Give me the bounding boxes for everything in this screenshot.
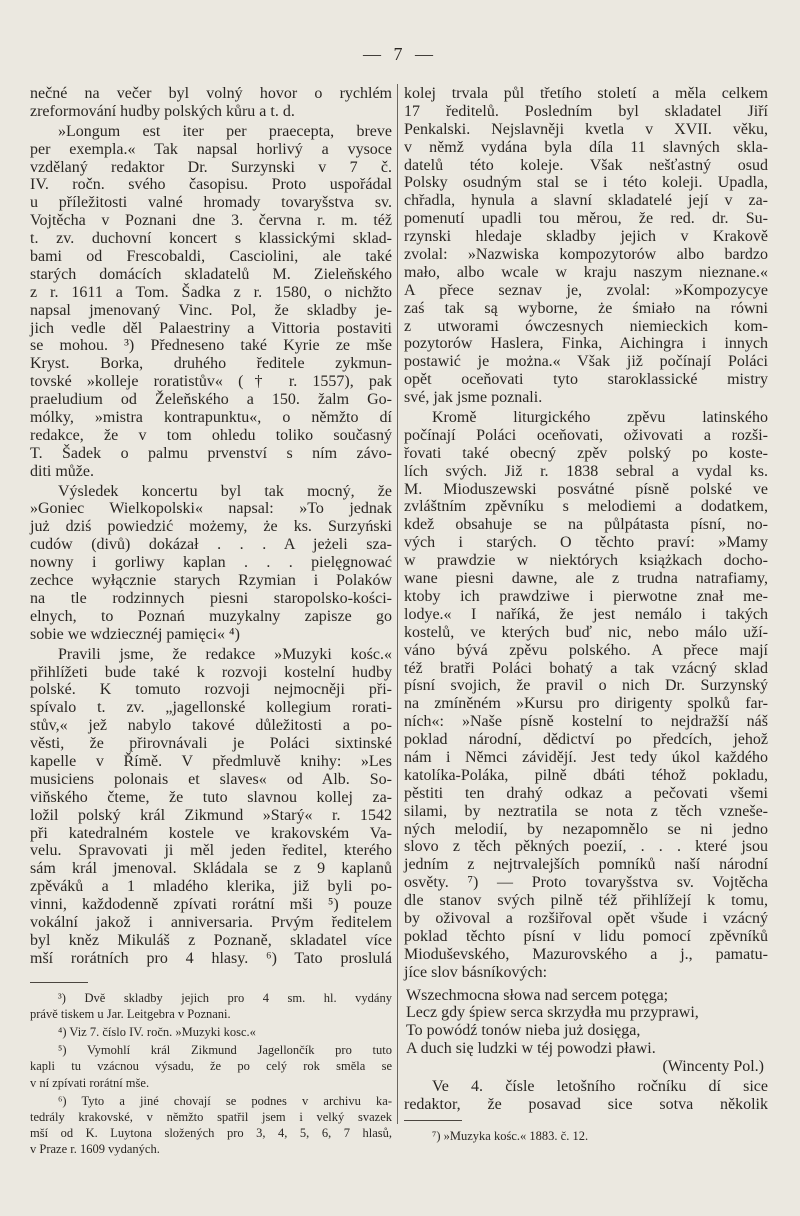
- text-line: počínají Poláci oceňovati, oživovati a rozši-: [404, 426, 768, 444]
- text-line: M. Mioduszewski posvátné písně polské ve: [404, 480, 768, 498]
- poem-line: Lecz gdy śpiew serca skrzydła mu przyprawi,: [406, 1004, 699, 1022]
- poem-line: A duch się ludzki w téj powodzi pławi.: [406, 1040, 656, 1058]
- footnote-line: ⁷) »Muzyka kośc.« 1883. č. 12.: [432, 1128, 589, 1143]
- text-line: u příležitosti valné hromady tovaryšstva sv.: [30, 194, 392, 212]
- left-column: [30, 85, 392, 1160]
- text-line: sám král jmenoval. Skládala se z 9 kaplanů: [30, 860, 392, 878]
- text-line: Výsledek koncertu byl tak mocný, že: [58, 482, 392, 500]
- right-body-after-poem: [404, 1078, 768, 1114]
- text-line: Kromě liturgického zpěvu latinského: [432, 409, 768, 427]
- text-line: starých domácích skladatelů M. Zieleňského: [30, 265, 392, 283]
- footnote-line: právě tiskem u Jar. Leitgebra v Poznani.: [30, 1006, 231, 1021]
- text-line: elnych, to Poznań muzykalny zapisze go: [30, 607, 392, 625]
- text-line: též bratři Poláci bohatý a tak vzácný sklad: [404, 659, 768, 677]
- text-line: ných melodií, by nezapomnělo se ni jedno: [404, 820, 768, 838]
- text-line: zreformování hudby polských kůru a t. d.: [30, 102, 295, 120]
- text-line: napsal jmenovaný Vinc. Pol, že skladby je-: [30, 301, 392, 319]
- footnote: [30, 1093, 392, 1158]
- text-line: zechce wyłącznie starych Rzymian i Polaków: [30, 572, 392, 590]
- text-line: już dziś powiedzić możemy, że ks. Surzyński: [30, 518, 392, 536]
- poem-attribution: (Wincenty Pol.): [662, 1058, 764, 1076]
- text-line: ktoby ich prawdziwe i pierwotne znał me-: [404, 587, 768, 605]
- text-line: pozytorów Haslera, Finka, Aichingra i innych: [404, 335, 768, 353]
- text-line: silami, by neztratila se nota z těch vzneše-: [404, 802, 768, 820]
- text-line: kdež obsahuje se na půlpátasta písní, no-: [404, 516, 768, 534]
- text-line: mólky, »mistra kontrapunktu«, o němžto dí: [30, 409, 392, 427]
- text-line: vzdělaný redaktor Dr. Surzynski v 7 č.: [30, 158, 392, 176]
- footnote-line: ³) Dvě skladby jejich pro 4 sm. hl. vydány: [58, 990, 392, 1005]
- text-line: cudów (divů) dokázał . . . A jeżeli sza-: [30, 536, 392, 554]
- text-line: Pravili jsme, že redakce »Muzyki kośc.«: [58, 645, 392, 663]
- text-line: kostelů, ve kterých buď nic, nebo málo uží-: [404, 623, 768, 641]
- poem-line: To powódź tonów nieba już dosięga,: [406, 1022, 641, 1040]
- footnote: [404, 1128, 768, 1144]
- footnote-divider: [30, 982, 88, 983]
- text-line: t. zv. duchovní koncert s klassickými sklad-: [30, 230, 392, 248]
- text-line: lích svých. Již r. 1838 sebral a vydal ks.: [404, 462, 768, 480]
- text-line: mší rorátních pro 4 hlasy. ⁶) Tato proslulá: [30, 949, 392, 967]
- text-line: v němž vydána byla díla 11 slavných skla-: [404, 138, 768, 156]
- footnote-line: v ní zpívati rorátní mše.: [30, 1075, 150, 1090]
- text-line: z utworami ówczesnych niemieckich kom-: [404, 317, 768, 335]
- text-line: Penkalski. Nejslavněji kvetla v XVII. věku,: [404, 120, 768, 138]
- text-line: na tle rodzinnych piesni staropolsko-kości-: [30, 589, 392, 607]
- column-divider: [397, 84, 398, 1124]
- text-line: ložil polský král Zikmund »Starý« r. 1542: [30, 806, 392, 824]
- footnote-line: ⁶) Tyto a jiné chovají se podnes v archivu ka-: [58, 1093, 392, 1108]
- text-line: wane piesni dawne, ale z trudna natrafiamy,: [404, 570, 768, 588]
- text-line: »Goniec Wielkopolski« napsal: »To jednak: [30, 500, 392, 518]
- text-line: lodye.« I naříká, že jest nemálo i takých: [404, 605, 768, 623]
- right-footnotes: [404, 1128, 768, 1144]
- text-line: by oživoval a rozšiřoval opět všude i vzácný: [404, 909, 768, 927]
- left-body: [30, 85, 392, 968]
- text-line: mało, albo wcale w kraju naszym nieznane.«: [404, 263, 768, 281]
- text-line: pomenutí upadli tou měrou, že red. dr. Su-: [404, 210, 768, 228]
- footnote-divider: [404, 1120, 462, 1121]
- text-line: věsti, že přirovnávali je Poláci sixtinské: [30, 735, 392, 753]
- text-line: tovské »kolleje roratistův« († r. 1557), pak: [30, 373, 392, 391]
- text-line: redakce, že v tom ohledu toliko současný: [30, 426, 392, 444]
- right-body-before-poem: [404, 85, 768, 982]
- text-line: Kryst. Borka, druhého ředitele zykmun-: [30, 355, 392, 373]
- text-line: per exempla.« Tak napsal horlivý a vysoce: [30, 140, 392, 158]
- page-number: — 7 —: [363, 44, 437, 64]
- text-line: zvláštním zpěvníku s melodiemi a dodatkem,: [404, 498, 768, 516]
- text-line: A přece seznav je, zvolal: »Kompozycye: [404, 281, 768, 299]
- text-line: dle stanov svých pilně též přihlížejí k tomu,: [404, 892, 768, 910]
- text-line: řovati také obecný zpěv polský po koste-: [404, 444, 768, 462]
- text-line: redaktor, že posavad sice sotva několik: [404, 1095, 768, 1113]
- text-line: ních«: »Naše písně kostelní to nejdražší náš: [404, 713, 768, 731]
- footnote-line: ⁴) Viz 7. číslo IV. ročn. »Muzyki kosc.«: [58, 1025, 256, 1040]
- text-line: kolej trvala půl třetího století a měla celkem: [404, 85, 768, 102]
- text-line: postawić je można.« Však již počínají Poláci: [404, 353, 768, 371]
- text-line: zvolal: »Nazwiska kompozytorów albo bardzo: [404, 246, 768, 264]
- text-line: stův,« jež nabylo takové důležitosti a po-: [30, 717, 392, 735]
- text-line: 17 ředitelů. Posledním byl skladatel Jiří: [404, 102, 768, 120]
- text-line: své, jak jsme poznali.: [404, 389, 543, 407]
- text-line: zpěváků a 1 mladého klerika, již byli po-: [30, 878, 392, 896]
- text-line: polské. K tomuto rozvoji nejmocněji při-: [30, 681, 392, 699]
- text-line: nowny i gorliwy kaplan . . . pielęgnować: [30, 554, 392, 572]
- text-line: Mioduševského, Mazurovského a j., pamatu-: [404, 945, 768, 963]
- text-line: poklad těchto písní v lidu pomocí zpěvníků: [404, 927, 768, 945]
- text-line: jíce slov básníkových:: [404, 963, 548, 981]
- paragraph: [30, 123, 392, 481]
- paragraph: [404, 1078, 768, 1114]
- text-line: zaś tak są wyborne, że śmiało na równi: [404, 299, 768, 317]
- paragraph: [404, 409, 768, 982]
- text-line: velu. Spravovati ji měl jeden ředitel, kterého: [30, 842, 392, 860]
- text-line: chřadla, hynula a slavní skladatelé její v za-: [404, 192, 768, 210]
- text-line: opět oceňovati tyto staroklassické mistry: [404, 371, 768, 389]
- text-line: při katedralném kostele ve krakovském Va-: [30, 824, 392, 842]
- footnote: [30, 990, 392, 1022]
- text-line: se mohou. ³) Předneseno také Kyrie ze mše: [30, 337, 392, 355]
- text-line: rzynski hledaje skladby jejich v Krakově: [404, 228, 768, 246]
- text-line: byl kněz Mikuláš z Poznaně, skladatel více: [30, 931, 392, 949]
- text-line: Polsky osudným stal se i této koleji. Upadla,: [404, 174, 768, 192]
- text-line: písní svojich, že pravil o nich Dr. Surzynský: [404, 677, 768, 695]
- text-line: poklad národní, dědictví po předcích, jehož: [404, 731, 768, 749]
- footnote-line: v Praze r. 1609 vydaných.: [30, 1142, 160, 1157]
- text-line: vinni, každodenně zpívati rorátní mši ⁵) pouze: [30, 896, 392, 914]
- right-column: [404, 85, 768, 1146]
- paragraph: [30, 483, 392, 644]
- text-line: katolíka-Poláka, pilně dbáti téhož pokladu,: [404, 766, 768, 784]
- text-line: Vojtěcha v Poznani dne 3. června r. m. též: [30, 212, 392, 230]
- text-line: váno bývá zpěvu polského. A přece mají: [404, 641, 768, 659]
- text-line: musiciens polonais et slaves« od Alb. So-: [30, 770, 392, 788]
- text-line: vých i starých. O těchto praví: »Mamy: [404, 534, 768, 552]
- paragraph: [404, 85, 768, 407]
- footnote-line: tedrály krakovské, v němžto spatřil jsem i velký svazek: [30, 1109, 392, 1124]
- footnote: [30, 1024, 392, 1040]
- text-line: pěstiti ten drahý odkaz a pečovati všemi: [404, 784, 768, 802]
- text-line: praeludium od Želeňského a 150. žalm Go-: [30, 391, 392, 409]
- text-line: nám i Němci závidějí. Jest tedy úkol každého: [404, 748, 768, 766]
- text-line: jich vedle děl Palaestriny a Vittoria postaviti: [30, 319, 392, 337]
- text-line: jedním z nejtrvalejších pomníků naší národní: [404, 856, 768, 874]
- text-line: Ve 4. čísle letošního ročníku dí sice: [432, 1078, 768, 1096]
- footnote: [30, 1042, 392, 1091]
- text-line: diti může.: [30, 462, 94, 480]
- text-line: osvěty. ⁷) — Proto tovaryšstva sv. Vojtěcha: [404, 874, 768, 892]
- poem: [406, 987, 768, 1077]
- footnote-line: ⁵) Vymohlí král Zikmund Jagellončík pro tuto: [58, 1043, 392, 1058]
- paragraph: [30, 646, 392, 968]
- footnote-line: mší od K. Luytona složených pro 3, 4, 5, 6, 7 hlasů,: [30, 1126, 392, 1141]
- text-line: přihlížeti bude také k rozvoji kostelní hudby: [30, 663, 392, 681]
- text-line: spívalo t. zv. „jagellonské kollegium rorati-: [30, 699, 392, 717]
- text-line: T. Šadek o palmu prvenství s ním závo-: [30, 444, 392, 462]
- text-line: IV. ročn. svého časopisu. Proto uspořádal: [30, 176, 392, 194]
- text-line: viňského čteme, že tuto slavnou kollej za-: [30, 788, 392, 806]
- text-line: kapelle v Římě. V předmluvě knihy: »Les: [30, 752, 392, 770]
- paragraph: [30, 85, 392, 121]
- text-line: bami od Frescobaldi, Casciolini, ale také: [30, 248, 392, 266]
- left-footnotes: [30, 990, 392, 1158]
- poem-line: Wszechmocna słowa nad sercem potęga;: [406, 986, 669, 1004]
- text-line: z r. 1611 a Tom. Šadka z r. 1580, o nichžto: [30, 283, 392, 301]
- text-line: na zmíněném »Kursu pro dirigenty spolků far-: [404, 695, 768, 713]
- text-line: w prawdzie w niektórych książkach docho-: [404, 552, 768, 570]
- text-line: sobie we wdziecznéj pamięci« ⁴): [30, 625, 240, 643]
- text-line: nečné na večer byl volný hovor o rychlém: [30, 85, 392, 102]
- text-line: »Longum est iter per praecepta, breve: [58, 122, 392, 140]
- poem-lines: [406, 987, 768, 1059]
- footnote-line: kapli tu vzácnou výsadu, že po celý rok směla se: [30, 1059, 392, 1074]
- text-line: vokální jakož i anniversaria. Prvým ředitelem: [30, 913, 392, 931]
- text-line: datelů této koleje. Však nešťastný osud: [404, 156, 768, 174]
- text-line: slovo z těch pěkných poezií, . . . které jsou: [404, 838, 768, 856]
